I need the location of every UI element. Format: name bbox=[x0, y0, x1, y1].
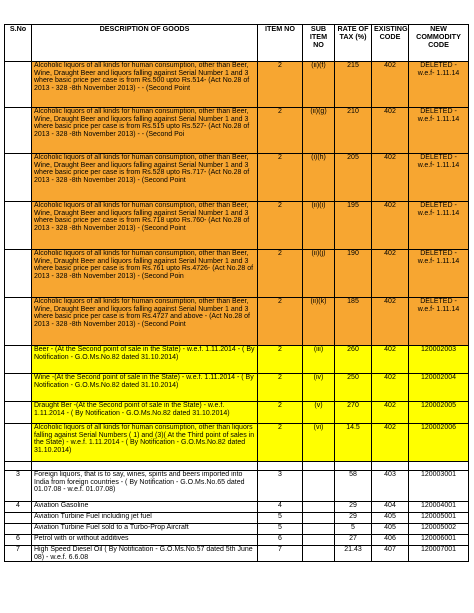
cell-sno bbox=[5, 513, 32, 524]
cell-sub-item-no bbox=[303, 502, 335, 513]
table-row bbox=[5, 250, 469, 298]
cell-existing-code: 403 bbox=[372, 471, 409, 502]
cell-sub-item-no: (ii)(j) bbox=[303, 250, 335, 298]
cell-new-code: DELETED - w.e.f- 1.11.14 bbox=[409, 108, 469, 154]
cell-sno bbox=[5, 524, 32, 535]
cell-new-code: 120007001 bbox=[409, 546, 469, 562]
cell-description: Aviation Turbine Fuel sold to a Turbo-Prop Aircraft bbox=[32, 524, 258, 535]
cell-sub-item-no: (ii)(f) bbox=[303, 62, 335, 108]
cell-new-code: 120006001 bbox=[409, 535, 469, 546]
cell-sno bbox=[5, 346, 32, 374]
cell-item-no: 3 bbox=[258, 471, 303, 502]
cell-new-code: 120005002 bbox=[409, 524, 469, 535]
table-row bbox=[5, 424, 469, 462]
cell-item-no: 2 bbox=[258, 424, 303, 462]
cell-rate: 190 bbox=[335, 250, 372, 298]
cell-sub-item-no: (vi) bbox=[303, 424, 335, 462]
cell-existing-code: 405 bbox=[372, 513, 409, 524]
goods-tax-table bbox=[4, 24, 469, 562]
cell-new-code: 120004001 bbox=[409, 502, 469, 513]
cell-rate: 29 bbox=[335, 513, 372, 524]
spacer-cell bbox=[32, 462, 258, 471]
table-body bbox=[5, 62, 469, 562]
cell-new-code: 120003001 bbox=[409, 471, 469, 502]
cell-item-no: 2 bbox=[258, 298, 303, 346]
cell-rate: 5 bbox=[335, 524, 372, 535]
cell-sub-item-no bbox=[303, 513, 335, 524]
cell-item-no: 2 bbox=[258, 154, 303, 202]
cell-sno bbox=[5, 154, 32, 202]
cell-existing-code: 406 bbox=[372, 535, 409, 546]
table-row bbox=[5, 346, 469, 374]
header-item-no: ITEM NO bbox=[258, 25, 303, 62]
cell-rate: 29 bbox=[335, 502, 372, 513]
cell-description: Alcoholic liquors of all kinds for human consumption, other than liquors falling against Serial Numbers ( 1) and (3)( At the Third point of sales in the State) - w.e.f. 1.11.2014 - ( By Notification - G.O.Ms.No.82 dated 31.10.2014) bbox=[32, 424, 258, 462]
table-row bbox=[5, 298, 469, 346]
cell-sno: 4 bbox=[5, 502, 32, 513]
table-row bbox=[5, 402, 469, 424]
cell-sno bbox=[5, 424, 32, 462]
cell-rate: 215 bbox=[335, 62, 372, 108]
table-row bbox=[5, 374, 469, 402]
spacer-cell bbox=[372, 462, 409, 471]
cell-existing-code: 402 bbox=[372, 250, 409, 298]
cell-description: Petrol with or without additives bbox=[32, 535, 258, 546]
cell-sub-item-no bbox=[303, 471, 335, 502]
cell-item-no: 6 bbox=[258, 535, 303, 546]
header-sub-item-no: SUB ITEM NO bbox=[303, 25, 335, 62]
cell-description: Alcoholic liquors of all kinds for human consumption, other than Beer, Wine, Draught Beer and liquors falling against Serial Number 1 and 3 where basic price per case is from Rs.500 upto Rs.514- (Act No.28 of 2013 - 328 -8th November 2013) - - (Second Point bbox=[32, 62, 258, 108]
cell-sno bbox=[5, 298, 32, 346]
cell-existing-code: 402 bbox=[372, 202, 409, 250]
cell-rate: 260 bbox=[335, 346, 372, 374]
cell-item-no: 2 bbox=[258, 250, 303, 298]
cell-item-no: 2 bbox=[258, 374, 303, 402]
cell-description: Alcoholic liquors of all kinds for human consumption, other than Beer, Wine, Draught Beer and liquors falling against Serial Number 1 and 3 where basic price per case is from Rs.718 upto Rs.760- (Act No.28 of 2013 - 328 -8th November 2013) - (Second Point bbox=[32, 202, 258, 250]
cell-sno bbox=[5, 202, 32, 250]
cell-description: Alcoholic liquors of all kinds for human consumption, other than Beer, Wine, Draught Beer and liquors falling against Serial Number 1 and 3 where basic price per case is from Rs.761 upto Rs.4726- (Act No.28 of 2013 - 328 -8th November 2013) - (Second Poin bbox=[32, 250, 258, 298]
cell-sno: 3 bbox=[5, 471, 32, 502]
cell-sno bbox=[5, 108, 32, 154]
cell-sub-item-no: (iii) bbox=[303, 346, 335, 374]
cell-item-no: 2 bbox=[258, 202, 303, 250]
cell-existing-code: 402 bbox=[372, 374, 409, 402]
cell-sub-item-no: (ii)(i) bbox=[303, 202, 335, 250]
cell-existing-code: 404 bbox=[372, 502, 409, 513]
cell-item-no: 2 bbox=[258, 402, 303, 424]
cell-description: Alcoholic liquors of all kinds for human consumption, other than Beer, Wine, Draught Beer and liquors falling against Serial Number 1 and 3 where basic price per case is from Rs.515 upto Rs.527- (Act No.28 of 2013 - 328 -8th November 2013) - - (Second Poi bbox=[32, 108, 258, 154]
cell-sno bbox=[5, 402, 32, 424]
cell-existing-code: 407 bbox=[372, 546, 409, 562]
cell-sub-item-no: (v) bbox=[303, 402, 335, 424]
cell-new-code: 120005001 bbox=[409, 513, 469, 524]
table-row bbox=[5, 202, 469, 250]
cell-description: High Speed Diesel Oil ( By Notification - G.O.Ms.No.57 dated 5th June 08) - w.e.f. 6.6.08 bbox=[32, 546, 258, 562]
cell-rate: 195 bbox=[335, 202, 372, 250]
table-row bbox=[5, 471, 469, 502]
header-sno: S.No bbox=[5, 25, 32, 62]
cell-rate: 250 bbox=[335, 374, 372, 402]
header-rate: RATE OF TAX (%) bbox=[335, 25, 372, 62]
table-row bbox=[5, 62, 469, 108]
cell-description: Beer - (At the Second point of sale in the State) - w.e.f. 1.11.2014 - ( By Notification - G.O.Ms.No.82 dated 31.10.2014) bbox=[32, 346, 258, 374]
cell-existing-code: 402 bbox=[372, 402, 409, 424]
cell-existing-code: 402 bbox=[372, 346, 409, 374]
cell-new-code: DELETED - w.e.f- 1.11.14 bbox=[409, 250, 469, 298]
cell-item-no: 4 bbox=[258, 502, 303, 513]
cell-sub-item-no: (ii)(g) bbox=[303, 108, 335, 154]
cell-item-no: 5 bbox=[258, 524, 303, 535]
cell-description: Aviation Turbine Fuel including jet fuel bbox=[32, 513, 258, 524]
cell-item-no: 2 bbox=[258, 108, 303, 154]
cell-new-code: 120002006 bbox=[409, 424, 469, 462]
cell-sno bbox=[5, 374, 32, 402]
cell-rate: 185 bbox=[335, 298, 372, 346]
table-row bbox=[5, 546, 469, 562]
cell-description: Alcoholic liquors of all kinds for human consumption, other than Beer, Wine, Draught Beer and liquors falling against Serial Number 1 and 3 where basic price per case is from Rs.4727 and above - (Act No.28 of 2013 - 328 -8th November 2013) - (Second Point bbox=[32, 298, 258, 346]
cell-item-no: 2 bbox=[258, 346, 303, 374]
cell-existing-code: 402 bbox=[372, 62, 409, 108]
cell-sno bbox=[5, 250, 32, 298]
spacer-cell bbox=[303, 462, 335, 471]
cell-sub-item-no: (i)(h) bbox=[303, 154, 335, 202]
cell-sub-item-no bbox=[303, 546, 335, 562]
cell-existing-code: 402 bbox=[372, 424, 409, 462]
cell-new-code: 120002004 bbox=[409, 374, 469, 402]
cell-existing-code: 405 bbox=[372, 524, 409, 535]
cell-rate: 27 bbox=[335, 535, 372, 546]
cell-description: Foreign liquors, that is to say, wines, spirits and beers imported into India from foreign countries - ( By Notification - G.O.Ms.No.65 dated 01.07.08 - w.e.f. 01.07.08) bbox=[32, 471, 258, 502]
table-row bbox=[5, 513, 469, 524]
cell-sno bbox=[5, 62, 32, 108]
cell-sub-item-no: (ii)(k) bbox=[303, 298, 335, 346]
header-row bbox=[5, 25, 469, 62]
table-row bbox=[5, 154, 469, 202]
cell-sno: 7 bbox=[5, 546, 32, 562]
cell-rate: 205 bbox=[335, 154, 372, 202]
spacer-row bbox=[5, 462, 469, 471]
header-description: DESCRIPTION OF GOODS bbox=[32, 25, 258, 62]
spacer-cell bbox=[5, 462, 32, 471]
cell-item-no: 2 bbox=[258, 62, 303, 108]
cell-new-code: 120002003 bbox=[409, 346, 469, 374]
cell-sub-item-no bbox=[303, 535, 335, 546]
cell-description: Draught Ber -(At the Second point of sale in the State) - w.e.f. 1.11.2014 - ( By Notification - G.O.Ms.No.82 dated 31.10.2014) bbox=[32, 402, 258, 424]
header-existing-code: EXISTING CODE bbox=[372, 25, 409, 62]
table-row bbox=[5, 502, 469, 513]
cell-rate: 58 bbox=[335, 471, 372, 502]
cell-sub-item-no: (iv) bbox=[303, 374, 335, 402]
header-new-code: NEW COMMODITY CODE bbox=[409, 25, 469, 62]
cell-description: Alcoholic liquors of all kinds for human consumption, other than Beer, Wine, Draught Beer and liquors falling against Serial Number 1 and 3 where basic price per case is from Rs.528 upto Rs.717- (Act No.28 of 2013 - 328 -8th November 2013) - (Second Point bbox=[32, 154, 258, 202]
spacer-cell bbox=[409, 462, 469, 471]
cell-new-code: 120002005 bbox=[409, 402, 469, 424]
cell-sno: 6 bbox=[5, 535, 32, 546]
cell-rate: 14.5 bbox=[335, 424, 372, 462]
cell-new-code: DELETED - w.e.f- 1.11.14 bbox=[409, 62, 469, 108]
table-row bbox=[5, 535, 469, 546]
cell-item-no: 7 bbox=[258, 546, 303, 562]
cell-rate: 21.43 bbox=[335, 546, 372, 562]
cell-item-no: 5 bbox=[258, 513, 303, 524]
cell-new-code: DELETED - w.e.f- 1.11.14 bbox=[409, 202, 469, 250]
cell-existing-code: 402 bbox=[372, 154, 409, 202]
cell-new-code: DELETED - w.e.f- 1.11.14 bbox=[409, 298, 469, 346]
table-row bbox=[5, 108, 469, 154]
cell-sub-item-no bbox=[303, 524, 335, 535]
cell-description: Wine -(At the Second point of sale in the State) - w.e.f. 1.11.2014 - ( By Notification - G.O.Ms.No.82 dated 31.10.2014) bbox=[32, 374, 258, 402]
cell-rate: 210 bbox=[335, 108, 372, 154]
cell-existing-code: 402 bbox=[372, 108, 409, 154]
cell-rate: 270 bbox=[335, 402, 372, 424]
cell-existing-code: 402 bbox=[372, 298, 409, 346]
spacer-cell bbox=[258, 462, 303, 471]
table-row bbox=[5, 524, 469, 535]
spacer-cell bbox=[335, 462, 372, 471]
cell-new-code: DELETED - w.e.f- 1.11.14 bbox=[409, 154, 469, 202]
cell-description: Aviation Gasoline bbox=[32, 502, 258, 513]
